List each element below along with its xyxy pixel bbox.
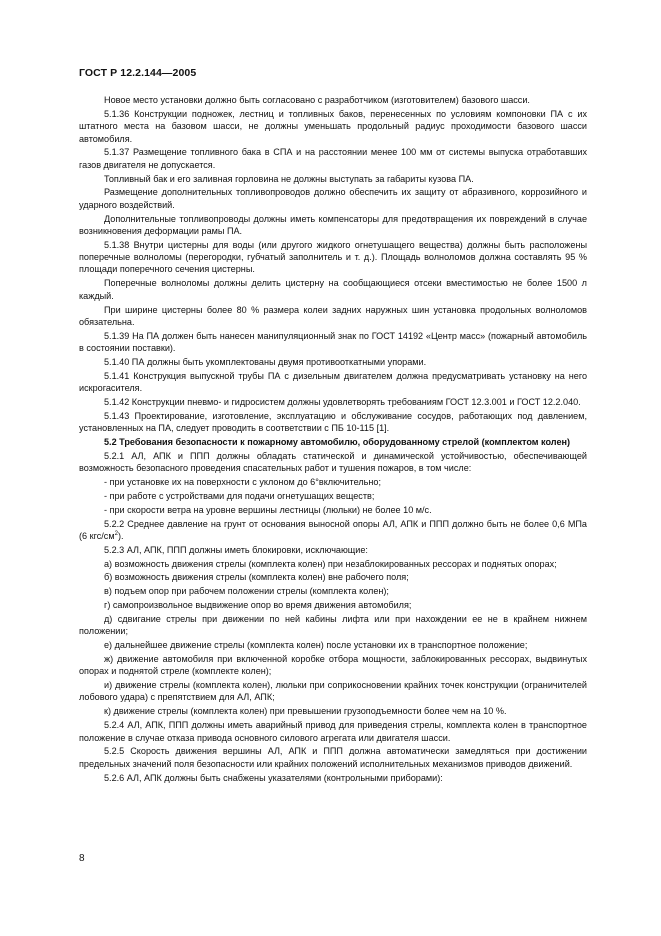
paragraph-tail: ). [117,530,124,541]
paragraph: 5.2.5 Скорость движения вершины АЛ, АПК и ППП должна автоматически замедляться при достижении предельных значений поля безопасности или крайних положений исполнительных механизмов приводов движений. [79,746,587,769]
paragraph: 5.1.43 Проектирование, изготовление, эксплуатацию и обслуживание сосудов, работающих под давлением, установленных на ПА, следует проводить в соответствии с ПБ 10-115 [1]. [79,410,587,434]
paragraph: Топливный бак и его заливная горловина не должны выступать за габариты кузова ПА. [104,173,474,184]
paragraph: Дополнительные топливопроводы должны иметь компенсаторы для предотвращения их повреждений в случае возникновения деформации рамы ПА. [79,213,587,236]
paragraph: 5.2.1 АЛ, АПК и ППП должны обладать статической и динамической устойчивостью, обеспечивающей возможность безопасного проведения спасательных работ и тушения пожаров, в том числе: [79,450,587,474]
paragraph: Размещение дополнительных топливопроводов должно обеспечить их защиту от абразивного, коррозийного и ударного воздействий. [79,187,587,210]
list-item: - при скорости ветра на уровне вершины лестницы (люльки) не более 10 м/с. [104,504,432,515]
paragraph: 5.1.36 Конструкции подножек, лестниц и топливных баков, перенесенных по условиям компоновки ПА с их штатного места на базовом шасси, не должны уменьшать продольный радиус проходимости базового шасси автомобиля. [79,108,587,144]
paragraph: Новое место установки должно быть согласовано с разработчиком (изготовителем) базового шасси. [104,95,530,105]
paragraph: 5.2.3 АЛ, АПК, ППП должны иметь блокировки, исключающие: [104,544,368,555]
list-item: д) сдвигание стрелы при движении по ней кабины лифта или при нахождении ее не в крайнем нижнем положении; [79,613,587,637]
list-item: б) возможность движения стрелы (комплекта колен) вне рабочего поля; [104,572,409,583]
list-item: ж) движение автомобиля при включенной коробке отбора мощности, заблокированных рессорах, выдвинутых опорах и поднятой стреле (комплекте колен); [79,653,587,677]
paragraph: 5.1.37 Размещение топливного бака в СПА и на расстоянии менее 100 мм от системы выпуска отработавших газов двигателя не допускается. [79,147,587,170]
paragraph: Поперечные волноломы должны делить цистерну на сообщающиеся отсеки вместимостью не более 1500 л каждый. [79,278,587,301]
paragraph: 5.2.6 АЛ, АПК должны быть снабжены указателями (контрольными приборами): [104,772,443,783]
list-item: и) движение стрелы (комплекта колен), люльки при соприкосновении крайних точек конструкции (ограничителей лобового удара) с препятствием для АЛ, АПК; [79,680,587,703]
list-item: - при работе с устройствами для подачи огнетушащих веществ; [104,490,375,501]
paragraph: 5.1.39 На ПА должен быть нанесен манипуляционный знак по ГОСТ 14192 «Центр масс» (пожарный автомобиль в состоянии поставки). [79,330,587,354]
paragraph: 5.1.41 Конструкция выпускной трубы ПА с дизельным двигателем должна предусматривать установку на него искрогасителя. [79,370,587,394]
paragraph: 5.1.42 Конструкции пневмо- и гидросистем должны удовлетворять требованиям ГОСТ 12.3.001 и ГОСТ 12.2.040. [104,396,581,407]
list-item: к) движение стрелы (комплекта колен) при превышении грузоподъемности более чем на 10 %. [104,706,507,717]
section-heading: 5.2 Требования безопасности к пожарному автомобилю, оборудованному стрелой (комплектом колен) [104,436,571,447]
paragraph-text: 5.2.2 Среднее давление на грунт от основания выносной опоры АЛ, АПК и ППП должно быть не более 0,6 МПа (6 кгс/см [79,518,587,541]
paragraph: 5.1.38 Внутри цистерны для воды (или другого жидкого огнетушащего вещества) должны быть расположены поперечные волноломы (перегородки, губчатый заполнитель и т. д.). Площадь волноломов должна составлять 95 % площади поперечного сечения цистерны. [79,239,587,275]
paragraph-5-2-2 [79,518,587,543]
list-item: г) самопроизвольное выдвижение опор во время движения автомобиля; [104,600,412,611]
paragraph: При ширине цистерны более 80 % размера колеи задних наружных шин установка продольных волноломов обязательна. [79,304,587,327]
page-body [79,94,587,785]
list-item: а) возможность движения стрелы (комплекта колен) при незаблокированных рессорах и поднятых опорах; [104,558,557,569]
list-item: в) подъем опор при рабочем положении стрелы (комплекта колен); [104,586,389,597]
page-number: 8 [79,853,85,864]
document-header: ГОСТ Р 12.2.144—2005 [79,67,197,79]
paragraph: 5.2.4 АЛ, АПК, ППП должны иметь аварийный привод для приведения стрелы, комплекта колен в транспортное положение в случае отказа привода основного силового агрегата или двигателя шасси. [79,720,587,743]
paragraph: 5.1.40 ПА должны быть укомплектованы двумя противооткатными упорами. [104,356,427,367]
superscript: 2 [114,530,118,537]
list-item: - при установке их на поверхности с уклоном до 6°включительно; [104,476,381,487]
list-item: е) дальнейшее движение стрелы (комплекта колен) после установки их в транспортное положение; [104,640,528,651]
